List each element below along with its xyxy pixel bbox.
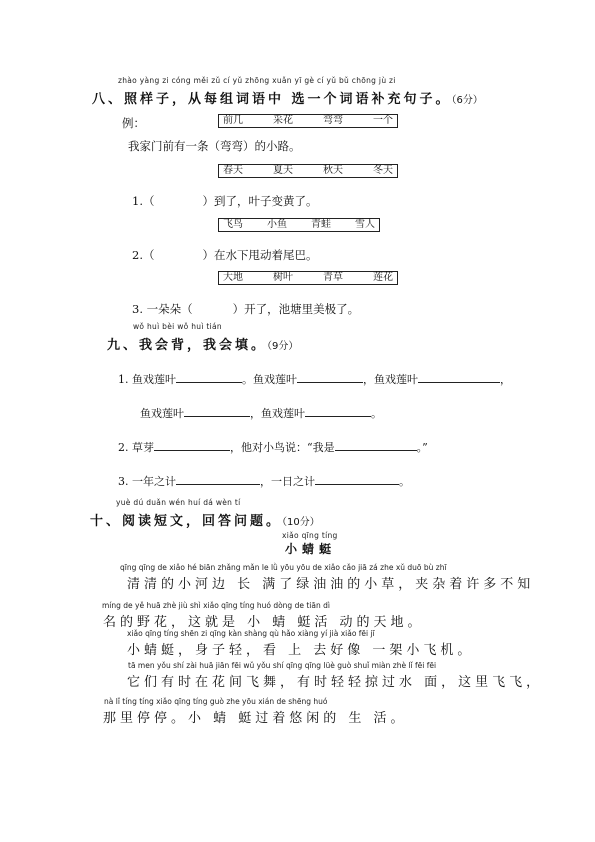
fill-blank[interactable] <box>335 440 417 451</box>
poem-text: 。 <box>399 475 410 488</box>
q8-heading <box>92 88 483 107</box>
passage-line-1: 清清的小河边 长 满了绿油油的小草，夹杂着许多不知 <box>127 577 535 592</box>
word-option: 树叶 <box>273 272 293 283</box>
poem-text: 。” <box>416 441 428 454</box>
fill-blank[interactable] <box>154 440 230 451</box>
q9-line-2 <box>140 405 382 421</box>
q9-line-4 <box>118 473 410 489</box>
item-text: ）开了，池塘里美极了。 <box>232 302 360 316</box>
q9-line-1 <box>118 371 511 387</box>
passage-pinyin-5: nà lǐ tíng tíng xiǎo qīng tíng guò zhe yōu xián de shēng huó <box>104 697 328 706</box>
q9-pinyin: wǒ huì bèi wǒ huì tián <box>133 322 222 331</box>
fill-blank[interactable] <box>176 372 242 383</box>
example-word-box <box>218 114 398 128</box>
word-option: 莲花 <box>373 272 393 283</box>
q8-item-1 <box>132 193 317 209</box>
item-text: ）在水下甩动着尾巴。 <box>202 248 318 262</box>
q10-pinyin: yuè dú duǎn wén huí dá wèn tí <box>116 498 241 507</box>
fill-blank[interactable] <box>176 474 260 485</box>
word-option: 青草 <box>323 272 343 283</box>
word-option: 青蛙 <box>311 219 331 230</box>
word-option: 弯弯 <box>323 115 343 126</box>
word-option: 飞鸟 <box>223 219 243 230</box>
passage-pinyin-2: míng de yě huā zhè jiù shì xiǎo qīng tíng huó dòng de tiān dì <box>102 601 330 610</box>
passage-line-5: 那里停停。小 蜻 蜓过着悠闲的 生 活。 <box>103 711 408 726</box>
poem-text: 2. 草芽 <box>118 441 154 454</box>
q9-heading-text: 九、我会背，我会填。 <box>107 338 268 353</box>
word-option: 一个 <box>373 115 393 126</box>
poem-text: 。 <box>371 407 382 420</box>
q8-heading-text: 八、照样子，从每组词语中 选一个词语补充句子。 <box>92 92 452 107</box>
word-option: 大地 <box>223 272 243 283</box>
item-text: ）到了，叶子变黄了。 <box>202 194 318 208</box>
item-number: 2.（ <box>132 248 155 262</box>
poem-text: 1. 鱼戏莲叶 <box>118 373 176 386</box>
fill-blank[interactable] <box>297 372 363 383</box>
word-option: 小鱼 <box>267 219 287 230</box>
poem-text: 3. 一年之计 <box>118 475 176 488</box>
passage-title-pinyin: xiǎo qīng tíng <box>282 531 338 540</box>
passage-pinyin-3: xiǎo qīng tíng shēn zi qīng kàn shàng qù hǎo xiàng yí jià xiǎo fēi jī <box>127 629 375 638</box>
word-option: 采花 <box>273 115 293 126</box>
fill-blank[interactable] <box>305 406 371 417</box>
q9-line-3 <box>118 439 428 455</box>
word-box-2 <box>218 218 380 232</box>
passage-line-3: 小蜻蜓，身子轻，看 上 去好像 一架小飞机。 <box>127 643 475 658</box>
passage-pinyin-1: qīng qīng de xiǎo hé biān zhǎng mǎn le lǜ yōu yōu de xiǎo cǎo jiā zá zhe xǔ duō bù zhī <box>120 563 447 572</box>
word-option: 冬天 <box>373 165 393 176</box>
poem-text: ， <box>500 373 511 386</box>
word-option: 春天 <box>223 165 243 176</box>
poem-text: 鱼戏莲叶 <box>140 407 184 420</box>
q8-item-3 <box>132 301 359 317</box>
q9-heading <box>107 334 298 353</box>
item-number: 1.（ <box>132 194 155 208</box>
poem-text: ，一日之计 <box>260 475 315 488</box>
q8-score: （6分） <box>451 95 483 106</box>
poem-text: ，他对小鸟说：“我是 <box>230 441 335 454</box>
fill-blank[interactable] <box>418 372 500 383</box>
example-sentence: 我家门前有一条（弯弯）的小路。 <box>128 139 301 153</box>
q8-item-2 <box>132 247 317 263</box>
q9-score: （9分） <box>267 341 299 352</box>
q10-heading-text: 十、阅读短文，回答问题。 <box>90 514 283 529</box>
poem-text: ，鱼戏莲叶 <box>250 407 305 420</box>
word-option: 夏天 <box>273 165 293 176</box>
item-number: 3. 一朵朵（ <box>132 302 193 316</box>
word-box-1 <box>218 164 398 178</box>
word-option: 前几 <box>223 115 243 126</box>
word-option: 秋天 <box>323 165 343 176</box>
fill-blank[interactable] <box>315 474 399 485</box>
word-box-3 <box>218 271 398 285</box>
q10-heading <box>90 510 320 529</box>
q8-pinyin: zhào yàng zi cóng měi zǔ cí yǔ zhōng xuǎn yī gè cí yǔ bǔ chōng jù zi <box>118 76 396 85</box>
example-label: 例： <box>122 116 145 130</box>
word-option: 雪人 <box>355 219 375 230</box>
passage-line-2: 名的野花，这就是 小 蜻 蜓活 动的天地。 <box>103 615 425 630</box>
poem-text: 。鱼戏莲叶 <box>242 373 297 386</box>
passage-title: 小蜻蜓 <box>285 542 337 556</box>
q10-score: （10分） <box>282 517 320 528</box>
passage-line-4: 它们有时在花间飞舞，有时轻轻掠过水 面，这里飞飞， <box>127 675 544 690</box>
poem-text: ，鱼戏莲叶 <box>363 373 418 386</box>
fill-blank[interactable] <box>184 406 250 417</box>
passage-pinyin-4: tā men yǒu shí zài huā jiān fēi wǔ yǒu shí qīng qīng lüè guò shuǐ miàn zhè lǐ fēi fēi <box>128 661 437 670</box>
